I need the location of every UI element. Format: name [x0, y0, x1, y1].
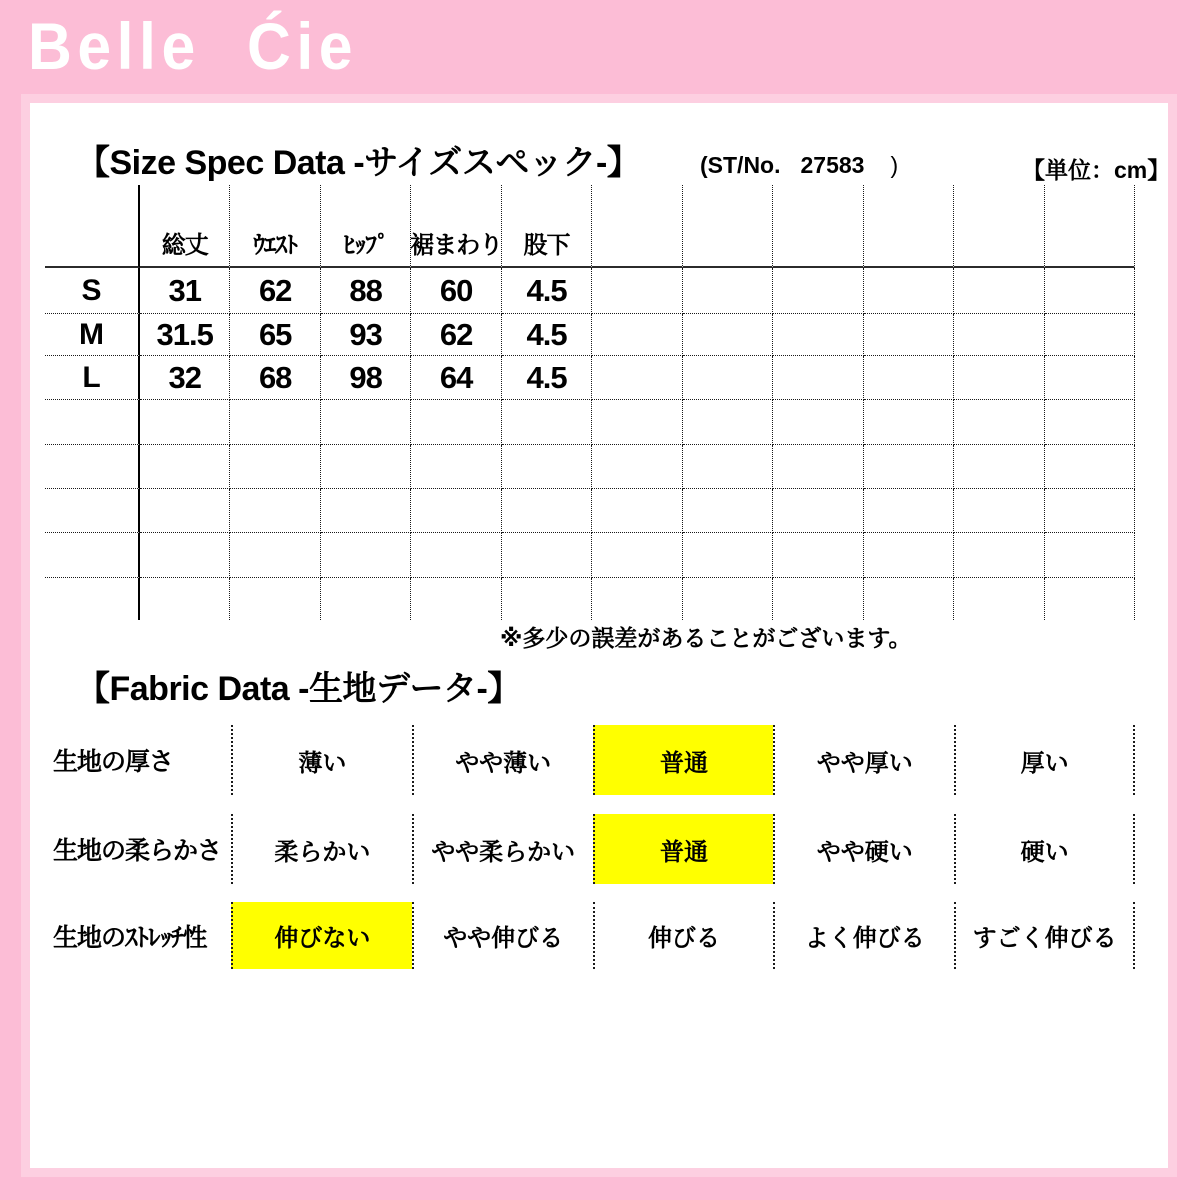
size-cell: 65	[230, 314, 320, 356]
grid-cell	[864, 314, 954, 356]
col-header-waist: ｳｴｽﾄ	[230, 185, 320, 268]
grid-cell	[411, 445, 501, 489]
grid-cell	[321, 578, 411, 620]
grid-cell	[683, 445, 773, 489]
grid-cell	[954, 356, 1044, 400]
grid-cell	[321, 533, 411, 578]
spec-sheet-page	[30, 103, 1171, 1168]
grid-cell	[954, 185, 1044, 268]
grid-cell	[683, 314, 773, 356]
grid-cell	[45, 533, 140, 578]
grid-cell	[592, 445, 682, 489]
size-spec-table	[45, 185, 1135, 620]
size-cell: 4.5	[502, 268, 592, 314]
grid-cell	[1045, 185, 1135, 268]
grid-cell	[864, 533, 954, 578]
grid-cell	[773, 489, 863, 533]
grid-cell	[1045, 356, 1135, 400]
fabric-option: 伸びる	[593, 902, 774, 969]
grid-cell	[954, 314, 1044, 356]
fabric-row-label: 生地の厚さ	[53, 748, 174, 776]
grid-cell	[683, 400, 773, 445]
grid-cell	[45, 578, 140, 620]
fabric-option: やや硬い	[773, 814, 954, 884]
grid-cell	[140, 445, 230, 489]
grid-cell	[954, 268, 1044, 314]
size-cell: 31	[140, 268, 230, 314]
size-cell: 68	[230, 356, 320, 400]
grid-cell	[592, 533, 682, 578]
grid-cell	[411, 533, 501, 578]
fabric-row-stretch	[45, 902, 1135, 969]
grid-cell	[592, 268, 682, 314]
grid-cell	[1045, 445, 1135, 489]
style-number-close: )	[890, 152, 899, 178]
grid-cell	[1045, 578, 1135, 620]
grid-cell	[954, 533, 1044, 578]
grid-cell	[592, 314, 682, 356]
grid-cell	[321, 400, 411, 445]
size-title-jp: サイズスペック	[364, 144, 596, 182]
col-header-hip: ﾋｯﾌﾟ	[321, 185, 411, 268]
grid-cell	[45, 400, 140, 445]
grid-cell	[502, 533, 592, 578]
fabric-row-softness	[45, 814, 1135, 884]
grid-cell	[773, 314, 863, 356]
grid-cell	[864, 400, 954, 445]
fabric-option: 薄い	[231, 725, 412, 795]
size-cell: 4.5	[502, 356, 592, 400]
grid-corner-cell	[45, 185, 140, 268]
grid-cell	[954, 578, 1044, 620]
size-cell: 64	[411, 356, 501, 400]
fabric-option: よく伸びる	[773, 902, 954, 969]
grid-cell	[773, 400, 863, 445]
fabric-row-label: 生地のｽﾄﾚｯﾁ性	[53, 923, 207, 952]
grid-cell	[502, 489, 592, 533]
grid-cell	[683, 185, 773, 268]
grid-cell	[864, 185, 954, 268]
grid-cell	[954, 400, 1044, 445]
fabric-option: 厚い	[954, 725, 1135, 795]
grid-cell	[773, 356, 863, 400]
unit-label: 【単位：cm】	[1022, 157, 1171, 183]
size-cell: 60	[411, 268, 501, 314]
fabric-title-open: 【Fabric Data -	[76, 670, 309, 708]
size-cell: 88	[321, 268, 411, 314]
grid-cell	[683, 268, 773, 314]
grid-cell	[230, 533, 320, 578]
grid-cell	[502, 445, 592, 489]
size-cell: 62	[230, 268, 320, 314]
grid-cell	[954, 489, 1044, 533]
size-row-label-m: M	[45, 314, 140, 356]
grid-cell	[864, 489, 954, 533]
grid-cell	[321, 445, 411, 489]
size-cell: 31.5	[140, 314, 230, 356]
grid-cell	[864, 268, 954, 314]
fabric-option-selected: 普通	[593, 814, 774, 884]
grid-cell	[140, 578, 230, 620]
fabric-title-close: -】	[476, 670, 521, 708]
size-section-title	[76, 135, 640, 184]
grid-cell	[45, 489, 140, 533]
size-cell: 4.5	[502, 314, 592, 356]
size-cell: 62	[411, 314, 501, 356]
grid-cell	[683, 578, 773, 620]
style-number-value: 27583	[800, 152, 865, 178]
grid-cell	[140, 533, 230, 578]
brand-logo: Belle Ćie	[28, 9, 359, 83]
grid-cell	[592, 356, 682, 400]
grid-cell	[502, 400, 592, 445]
grid-cell	[683, 356, 773, 400]
fabric-option: 硬い	[954, 814, 1135, 884]
grid-cell	[230, 489, 320, 533]
grid-cell	[864, 578, 954, 620]
grid-cell	[140, 489, 230, 533]
grid-cell	[502, 578, 592, 620]
fabric-section-title	[76, 661, 521, 710]
size-row-label-s: S	[45, 268, 140, 314]
fabric-option: すごく伸びる	[954, 902, 1135, 969]
grid-cell	[592, 489, 682, 533]
grid-cell	[411, 578, 501, 620]
grid-cell	[321, 489, 411, 533]
grid-cell	[1045, 533, 1135, 578]
size-row-label-l: L	[45, 356, 140, 400]
grid-cell	[773, 268, 863, 314]
fabric-title-jp: 生地データ	[308, 670, 477, 708]
grid-cell	[1045, 268, 1135, 314]
fabric-option: やや薄い	[412, 725, 593, 795]
grid-cell	[683, 533, 773, 578]
grid-cell	[411, 400, 501, 445]
fabric-option: やや伸びる	[412, 902, 593, 969]
grid-cell	[140, 400, 230, 445]
fabric-option-selected: 伸びない	[231, 902, 412, 969]
size-cell: 93	[321, 314, 411, 356]
fabric-option: やや柔らかい	[412, 814, 593, 884]
grid-cell	[45, 445, 140, 489]
col-header-souta ke: 総丈	[140, 185, 230, 268]
grid-cell	[592, 185, 682, 268]
grid-cell	[230, 445, 320, 489]
grid-cell	[230, 578, 320, 620]
col-header-hem: 裾まわり	[411, 185, 501, 268]
fabric-option: 柔らかい	[231, 814, 412, 884]
grid-cell	[683, 489, 773, 533]
grid-cell	[773, 533, 863, 578]
fabric-option-selected: 普通	[593, 725, 774, 795]
style-number	[700, 152, 898, 179]
grid-cell	[592, 578, 682, 620]
grid-cell	[773, 578, 863, 620]
size-cell: 98	[321, 356, 411, 400]
grid-cell	[1045, 400, 1135, 445]
col-header-inseam: 股下	[502, 185, 592, 268]
grid-cell	[864, 445, 954, 489]
grid-cell	[864, 356, 954, 400]
grid-cell	[954, 445, 1044, 489]
fabric-option: やや厚い	[773, 725, 954, 795]
grid-cell	[1045, 314, 1135, 356]
grid-cell	[592, 400, 682, 445]
size-title-open: 【Size Spec Data -	[76, 144, 365, 182]
brand-band	[0, 0, 1200, 103]
grid-cell	[411, 489, 501, 533]
grid-cell	[773, 185, 863, 268]
grid-cell	[230, 400, 320, 445]
fabric-row-thickness	[45, 725, 1135, 795]
tolerance-note: ※多少の誤差があることがございます。	[500, 625, 912, 651]
grid-cell	[773, 445, 863, 489]
size-cell: 32	[140, 356, 230, 400]
grid-cell	[1045, 489, 1135, 533]
size-title-close: -】	[595, 144, 641, 182]
fabric-row-label: 生地の柔らかさ	[53, 837, 222, 865]
style-number-label: (ST/No.	[700, 152, 781, 178]
